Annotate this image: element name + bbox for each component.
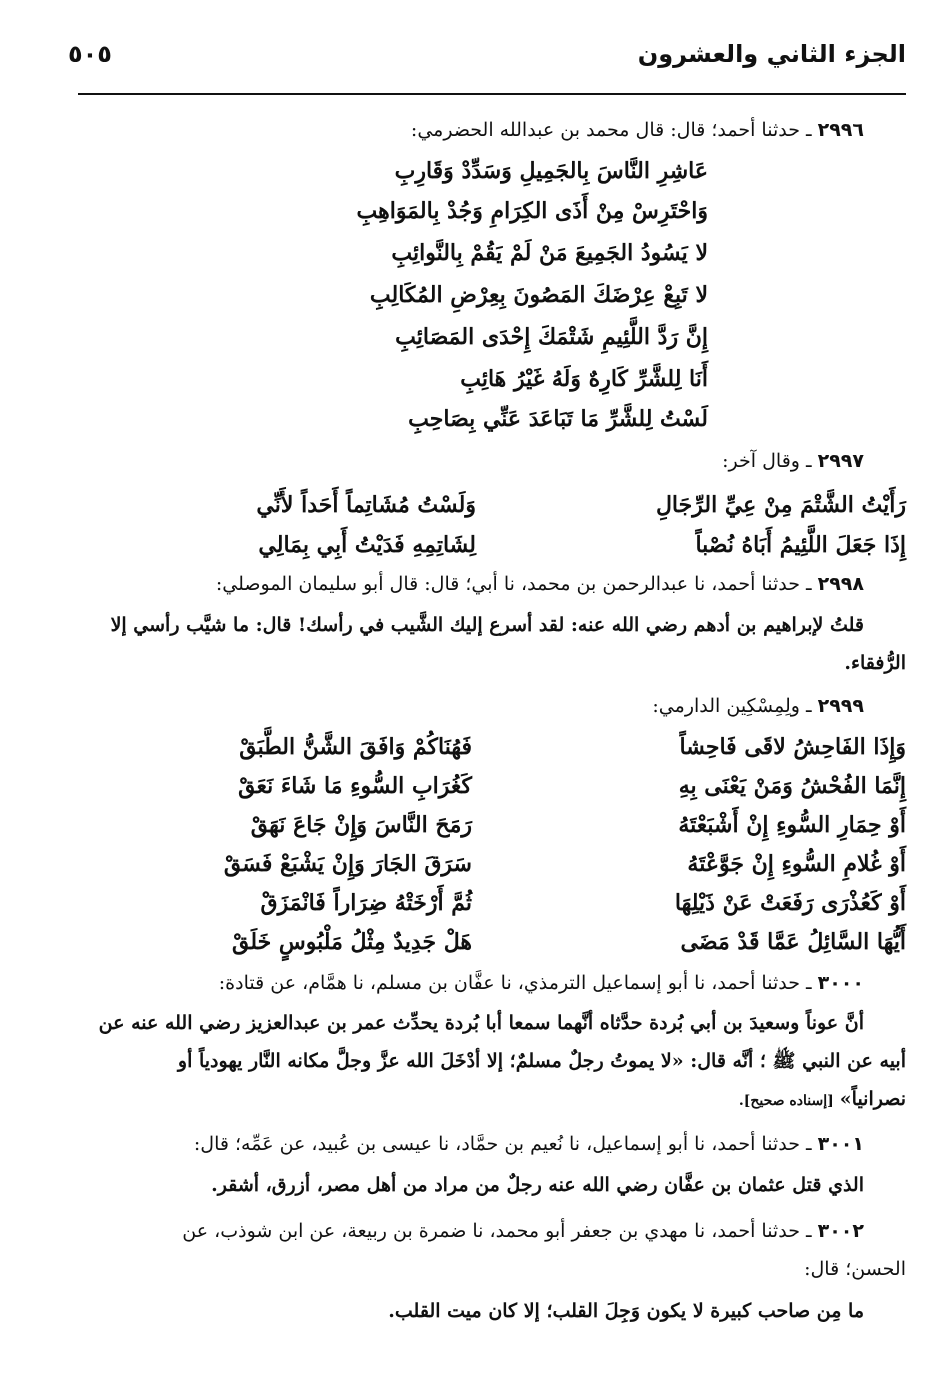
hadith-end-text: نصرانياً» [839, 1088, 906, 1110]
entry-number: ٢٩٩٩ [817, 695, 864, 717]
entry-2997-intro [722, 448, 864, 474]
header-rule [78, 93, 906, 95]
running-header-title: الجزء الثاني والعشرون [637, 40, 906, 68]
verse-line: لا يَسُودُ الجَمِيعَ مَنْ لَمْ يَقُمْ بِالنَّوائِبِ [391, 240, 708, 266]
entry-3000-intro [219, 970, 864, 996]
verse-first-hemistich: وَإِذَا الفَاحِشُ لاقَى فَاحِشاً [679, 734, 906, 760]
verse-first-hemistich: أَيُّهَا السَّائِلُ عَمَّا قَدْ مَضَى [680, 929, 906, 955]
entry-3000-text-cont: أبيه عن النبي ﷺ ؛ أنَّه قال: «لا يموتُ رجلٌ مسلمٌ؛ إلا أدْخَلَ الله عزَّ وجلَّ مكانه النَّار يهودياً أو [177, 1050, 906, 1072]
verse-first-hemistich: أَوْ كَعُذْرَى رَفَعَتْ عَنْ ذَيْلِهَا [674, 890, 906, 916]
page-number: ٥٠٥ [68, 40, 112, 68]
entry-3002-intro-cont: الحسن؛ قال: [804, 1258, 906, 1280]
entry-intro-text: ـ حدثنا أحمد، نا عبدالرحمن بن محمد، نا أبي؛ قال: قال أبو سليمان الموصلي: [215, 573, 812, 595]
entry-intro-text: ـ حدثنا أحمد، نا أبو إسماعيل الترمذي، نا عفَّان بن مسلم، نا همَّام، عن قتادة: [218, 972, 812, 994]
entry-3000-text: أنَّ عوناً وسعيدَ بن أبي بُردة حدَّثاه أنَّهما سمعا أبا بُردة يحدِّث عمر بن عبدالعزيز رضي الله عنه عن [98, 1012, 864, 1034]
entry-2996-intro [411, 117, 864, 143]
verse-line: أَنَا لِلشَّرِّ كَارِهٌ وَلَهُ غَيْرُ هَائِبِ [460, 366, 708, 392]
entry-3001-text: الذي قتل عثمان بن عفَّان رضي الله عنه رجلٌ من مراد من أهل مصر، أزرق، أشقر. [211, 1174, 864, 1196]
entry-intro-text: ـ حدثنا أحمد، نا أبو إسماعيل، نا نُعيم بن حمَّاد، نا عيسى بن عُبيد، عن عَمِّه؛ قال: [193, 1133, 812, 1155]
verse-line: إِنَّ رَدَّ اللَّئِيمِ شَتْمَكَ إِحْدَى المَصَائِبِ [395, 324, 708, 350]
verse-second-hemistich: سَرَقَ الجَارَ وَإِنْ يَشْبَعْ فَسَقْ [223, 851, 472, 877]
isnad-grade-note: [إسناده صحيح]. [738, 1093, 834, 1109]
entry-3001-intro [194, 1131, 864, 1157]
verse-second-hemistich: لِشَاتِمِهِ فَدَيْتُ أَبِي بِمَالِي [258, 532, 476, 558]
verse-first-hemistich: إِنَّمَا الفُحْشُ وَمَنْ يَعْنَى بِهِ [678, 773, 906, 799]
entry-intro-text: ـ ولِمِسْكِين الدارمي: [652, 695, 812, 717]
verse-line: لَسْتُ لِلشَّرِّ مَا تَبَاعَدَ عَنِّي بِصَاحِبِ [408, 406, 708, 432]
entry-intro-text: ـ وقال آخر: [722, 450, 812, 472]
entry-number: ٣٠٠١ [817, 1133, 864, 1155]
entry-2998-text-cont: الرُّفقاء. [844, 652, 906, 674]
entry-number: ٣٠٠٠ [817, 972, 864, 994]
verse-first-hemistich: أَوْ حِمَارِ السُّوءِ إِنْ أَشْبَعْتَهُ [678, 812, 906, 838]
verse-second-hemistich: وَلَسْتُ مُشَاتِماً أَحَداً لأَنِّي [256, 492, 476, 518]
verse-second-hemistich: ثُمَّ أَرْخَتْهُ ضِرَاراً فَانْمَزَقْ [260, 890, 472, 916]
entry-number: ٣٠٠٢ [817, 1220, 864, 1242]
entry-number: ٢٩٩٧ [817, 450, 864, 472]
verse-line: لا تَبِعْ عِرْضَكَ المَصُونَ بِعِرْضِ المُكَالِبِ [369, 282, 708, 308]
entry-3002-intro [182, 1218, 864, 1244]
verse-first-hemistich: رَأَيْتُ الشَّتْمَ مِنْ عِيِّ الرِّجَالِ [655, 492, 906, 518]
entry-2998-intro [216, 571, 864, 597]
verse-line: عَاشِرِ النَّاسَ بِالجَمِيلِ وَسَدِّدْ وَقَارِبِ [394, 158, 708, 184]
entry-3000-text-end [739, 1086, 906, 1114]
verse-first-hemistich: إِذَا جَعَلَ اللَّئِيمُ أَبَاهُ نُصْباً [695, 532, 906, 558]
entry-2999-intro [652, 693, 864, 719]
verse-second-hemistich: هَلْ جَدِيدٌ مِثْلُ مَلْبُوسٍ خَلَقْ [232, 929, 472, 955]
entry-3002-text: ما مِن صاحب كبيرة لا يكون وَجِلَ القلب؛ إلا كان ميت القلب. [388, 1300, 864, 1322]
verse-second-hemistich: رَمَحَ النَّاسَ وَإِنْ جَاعَ نَهَقْ [250, 812, 472, 838]
entry-2998-text: قلتُ لإبراهيم بن أدهم رضي الله عنه: لقد أسرع إليك الشَّيب في رأسك! قال: ما شيَّب رأسي إلا [110, 614, 864, 636]
verse-line: وَاحْتَرِسْ مِنْ أَذَى الكِرَامِ وَجُدْ بِالمَوَاهِبِ [356, 198, 708, 224]
entry-intro-text: ـ حدثنا أحمد؛ قال: قال محمد بن عبدالله الحضرمي: [410, 119, 812, 141]
verse-second-hemistich: فَهُنَاكُمْ وَافَقَ الشَّنُّ الطَّبَقْ [239, 734, 472, 760]
entry-number: ٢٩٩٦ [817, 119, 864, 141]
verse-first-hemistich: أَوْ غُلامِ السُّوءِ إِنْ جَوَّعْتَهُ [687, 851, 906, 877]
verse-second-hemistich: كَغُرَابِ السُّوءِ مَا شَاءَ نَعَقْ [238, 773, 472, 799]
entry-intro-text: ـ حدثنا أحمد، نا مهدي بن جعفر أبو محمد، نا ضمرة بن ربيعة، عن ابن شوذب، عن [182, 1220, 812, 1242]
entry-number: ٢٩٩٨ [817, 573, 864, 595]
